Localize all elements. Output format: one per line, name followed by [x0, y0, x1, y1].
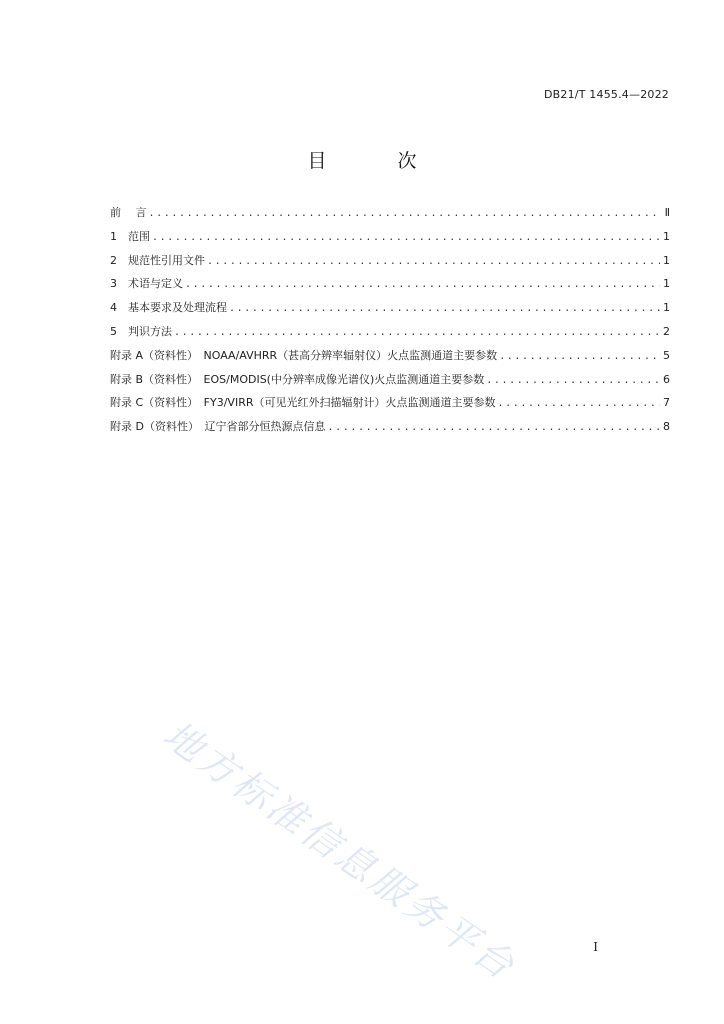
toc-entry-label: 5 判识方法 — [110, 324, 172, 338]
dot-leader — [185, 279, 660, 290]
toc-entry-label: 3 术语与定义 — [110, 277, 183, 291]
dot-leader — [152, 232, 660, 243]
toc-entry-label: 附录 B（资料性） EOS/MODIS(中分辨率成像光谱仪)火点监测通道主要参数 — [110, 372, 485, 386]
toc-entry-label: 附录 D（资料性） 辽宁省部分恒热源点信息 — [110, 420, 326, 434]
toc-entry-page: 2 — [663, 324, 670, 338]
toc-entry-identification-method[interactable] — [110, 323, 670, 347]
toc-entry-annex-c[interactable] — [110, 394, 670, 418]
toc-entry-annex-b[interactable] — [110, 371, 670, 395]
toc-entry-annex-a[interactable] — [110, 347, 670, 371]
toc-entry-label: 前 言 — [110, 206, 147, 219]
dot-leader — [207, 256, 660, 267]
toc-entry-scope[interactable] — [110, 228, 670, 252]
toc-entry-annex-d[interactable] — [110, 418, 670, 442]
toc-entry-page: 6 — [663, 372, 670, 386]
toc-entry-page: 8 — [663, 420, 670, 434]
toc-entry-foreword[interactable] — [110, 204, 670, 228]
dot-leader — [229, 303, 660, 314]
toc-entry-label: 附录 A（资料性） NOAA/AVHRR（甚高分辨率辐射仪）火点监测通道主要参数 — [110, 348, 498, 362]
table-of-contents — [110, 204, 670, 442]
toc-entry-page: 1 — [663, 229, 670, 243]
toc-entry-page: 1 — [663, 301, 670, 315]
watermark: 地方标准信息服务平台 — [155, 712, 525, 990]
toc-entry-page: 1 — [663, 253, 670, 267]
toc-entry-label: 4 基本要求及处理流程 — [110, 301, 227, 315]
toc-entry-page: Ⅱ — [664, 206, 670, 219]
dot-leader — [486, 375, 660, 386]
toc-entry-normative-references[interactable] — [110, 252, 670, 276]
dot-leader — [149, 208, 661, 219]
toc-entry-basic-requirements[interactable] — [110, 299, 670, 323]
toc-entry-label: 附录 C（资料性） FY3/VIRR（可见光红外扫描辐射计）火点监测通道主要参数 — [110, 396, 496, 410]
toc-entry-page: 1 — [663, 277, 670, 291]
page-number: I — [593, 940, 598, 954]
toc-entry-label: 1 范围 — [110, 229, 150, 243]
dot-leader — [327, 422, 660, 433]
dot-leader — [499, 351, 660, 362]
toc-entry-page: 7 — [663, 396, 670, 410]
dot-leader — [497, 398, 660, 409]
standard-code: DB21/T 1455.4—2022 — [543, 88, 669, 101]
toc-entry-terms-definitions[interactable] — [110, 275, 670, 299]
toc-entry-label: 2 规范性引用文件 — [110, 253, 205, 267]
dot-leader — [174, 327, 660, 338]
toc-entry-page: 5 — [663, 348, 670, 362]
page-title: 目 次 — [307, 150, 443, 172]
